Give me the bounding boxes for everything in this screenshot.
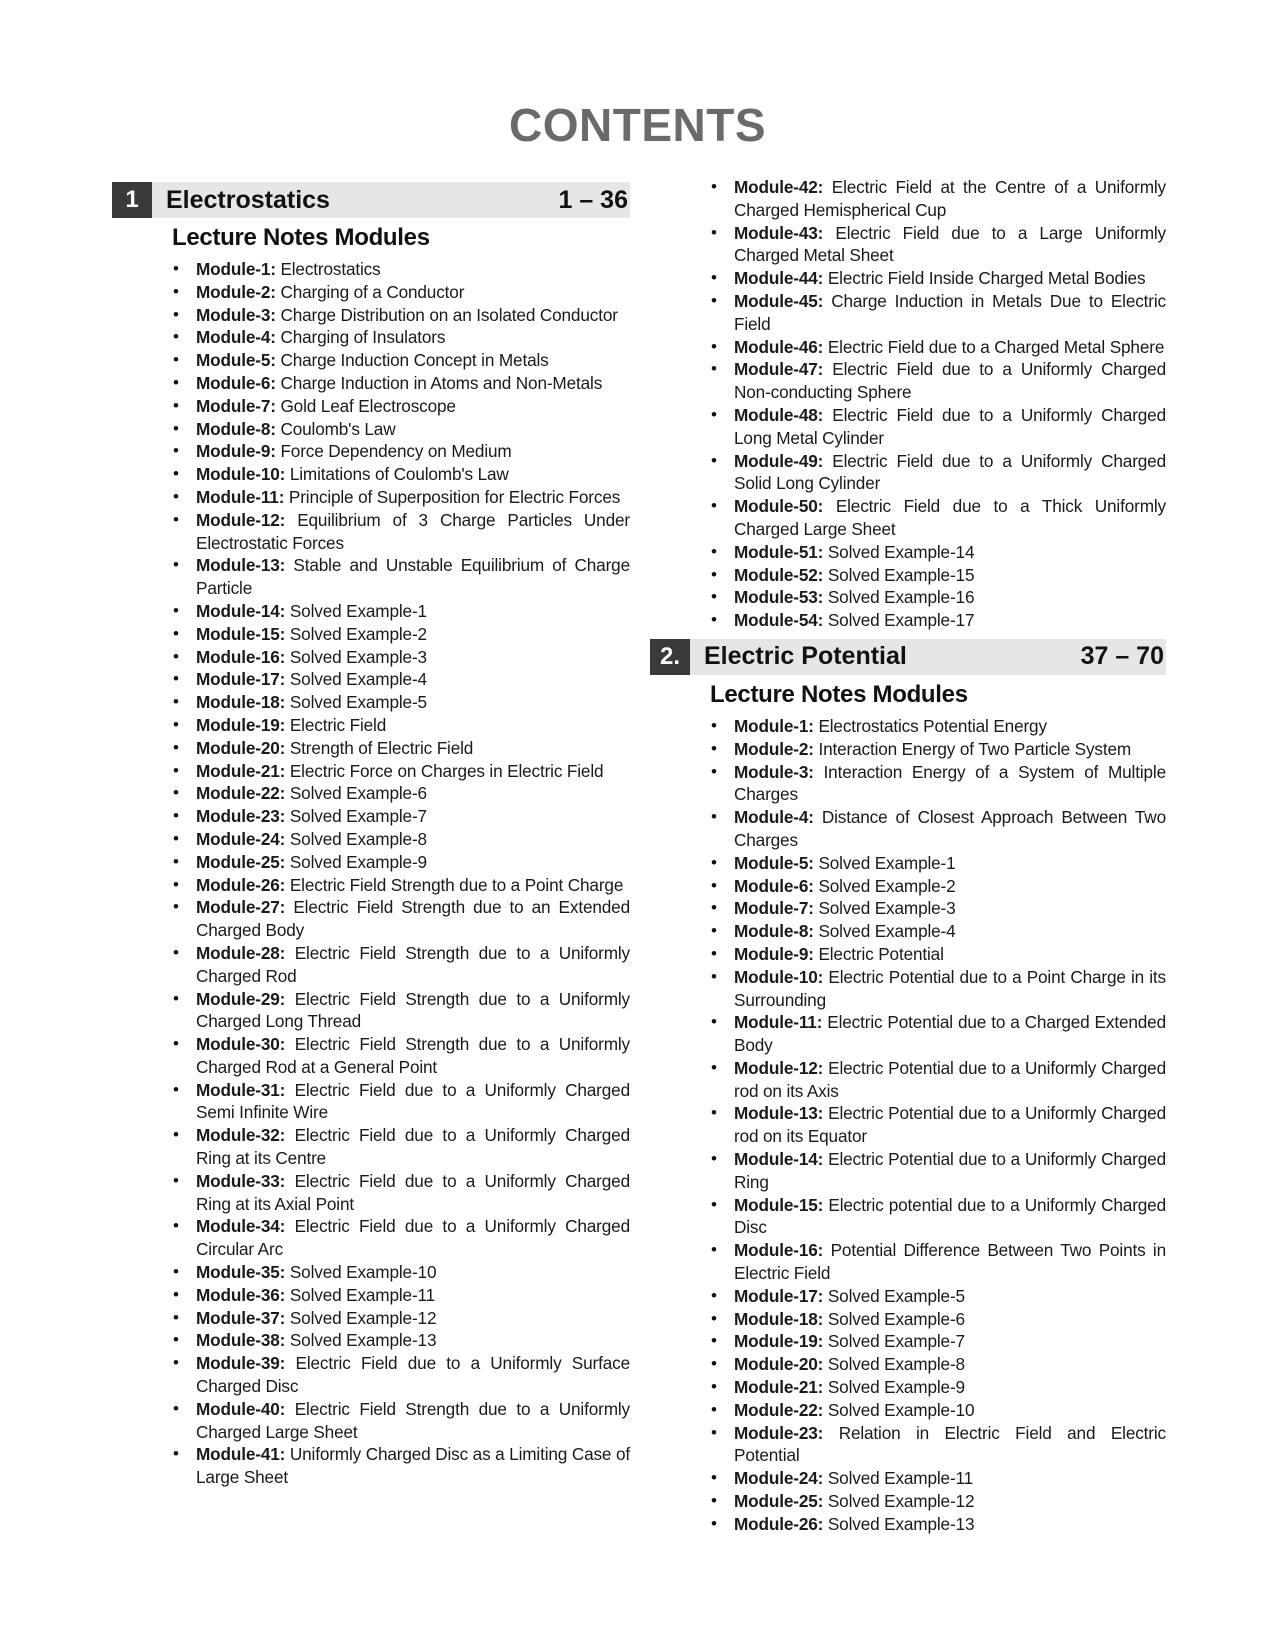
module-label: Module-17: (196, 669, 286, 690)
module-label: Module-28: (196, 942, 286, 963)
module-label: Module-49: (734, 450, 824, 471)
module-label: Module-19: (734, 1331, 824, 1352)
module-label: Module-25: (196, 851, 286, 872)
chapter-2-pages: 37 – 70 (1080, 642, 1164, 671)
module-title: Electric Potential due to a Charged Extended Body (734, 1012, 1166, 1056)
module-item[interactable] (196, 372, 630, 395)
module-label: Module-14: (734, 1149, 824, 1170)
module-title: Electric Potential due to a Point Charge in its Surrounding (734, 966, 1166, 1010)
module-title: Solved Example-9 (289, 851, 427, 872)
module-title: Solved Example-7 (827, 1331, 965, 1352)
module-title: Electrostatics Potential Energy (818, 715, 1047, 736)
module-title: Coulomb's Law (280, 418, 396, 439)
module-title: Solved Example-12 (827, 1491, 975, 1512)
module-title: Solved Example-7 (289, 806, 427, 827)
module-label: Module-10: (196, 464, 286, 485)
module-item[interactable] (196, 1443, 630, 1489)
module-item[interactable] (196, 851, 630, 874)
module-label: Module-35: (196, 1262, 286, 1283)
module-label: Module-51: (734, 541, 824, 562)
right-column (650, 176, 1166, 1536)
module-item[interactable] (196, 418, 630, 441)
module-title: Solved Example-8 (827, 1354, 965, 1375)
module-label: Module-22: (734, 1399, 824, 1420)
module-label: Module-15: (196, 623, 286, 644)
module-item[interactable] (196, 1352, 630, 1398)
module-title: Electric Field Inside Charged Metal Bodies (827, 268, 1146, 289)
module-label: Module-1: (196, 259, 276, 279)
module-label: Module-23: (734, 1422, 824, 1443)
module-item[interactable] (196, 1329, 630, 1352)
module-title: Solved Example-16 (827, 587, 975, 608)
module-title: Solved Example-13 (827, 1513, 975, 1534)
chapter-1-pages: 1 – 36 (558, 185, 628, 214)
module-item[interactable] (196, 760, 630, 783)
module-label: Module-4: (734, 807, 814, 828)
module-title: Equilibrium of 3 Charge Particles Under Electrostatic Forces (196, 509, 630, 553)
module-label: Module-22: (196, 783, 286, 804)
module-title: Electric Field due to a Uniformly Charged Semi Infinite Wire (196, 1079, 630, 1123)
module-item[interactable] (734, 1102, 1166, 1148)
module-title: Electric Potential due to a Uniformly Charged rod on its Equator (734, 1103, 1166, 1147)
module-title: Electric Potential due to a Uniformly Charged Ring (734, 1149, 1166, 1192)
module-title: Electric Field due to a Uniformly Charged Ring at its Axial Point (196, 1170, 630, 1214)
module-item[interactable] (734, 1285, 1166, 1308)
module-label: Module-18: (196, 692, 286, 713)
module-item[interactable] (734, 541, 1166, 564)
module-item[interactable] (196, 304, 630, 327)
module-label: Module-16: (196, 646, 286, 667)
module-item[interactable] (734, 1194, 1166, 1240)
module-label: Module-47: (734, 359, 824, 380)
module-title: Electric Field Strength due to a Uniformly Charged Long Thread (196, 988, 630, 1032)
module-item[interactable] (196, 1124, 630, 1170)
module-item[interactable] (734, 586, 1166, 609)
module-item[interactable] (196, 668, 630, 691)
module-item[interactable] (734, 609, 1166, 632)
module-item[interactable] (196, 1170, 630, 1216)
module-label: Module-40: (196, 1398, 286, 1419)
module-label: Module-25: (734, 1491, 824, 1512)
module-title: Potential Difference Between Two Points in Electric Field (734, 1240, 1166, 1284)
module-title: Solved Example-3 (818, 898, 956, 919)
module-title: Strength of Electric Field (289, 737, 474, 758)
module-title: Solved Example-1 (818, 852, 956, 873)
module-label: Module-6: (196, 372, 276, 393)
module-item[interactable] (734, 920, 1166, 943)
module-label: Module-4: (196, 327, 276, 348)
module-item[interactable] (196, 600, 630, 623)
module-title: Uniformly Charged Disc as a Limiting Case of Large Sheet (196, 1444, 631, 1488)
chapter-1-header[interactable] (112, 182, 630, 218)
module-item[interactable] (196, 463, 630, 486)
module-item[interactable] (734, 358, 1166, 404)
module-label: Module-24: (734, 1468, 824, 1489)
module-label: Module-17: (734, 1285, 824, 1306)
module-item[interactable] (196, 440, 630, 463)
module-label: Module-8: (734, 921, 814, 942)
module-label: Module-23: (196, 806, 286, 827)
module-label: Module-8: (196, 418, 276, 439)
module-item[interactable] (196, 1284, 630, 1307)
module-item[interactable] (734, 715, 1166, 738)
module-label: Module-10: (734, 966, 824, 987)
module-label: Module-3: (734, 761, 814, 782)
module-title: Charging of Insulators (280, 327, 446, 348)
module-label: Module-9: (196, 441, 276, 462)
module-title: Electric Field due to a Charged Metal Sphere (827, 336, 1165, 357)
chapter-1-module-list (112, 258, 630, 1489)
module-item[interactable] (734, 1330, 1166, 1353)
module-item[interactable] (196, 805, 630, 828)
module-label: Module-26: (734, 1513, 824, 1534)
module-label: Module-5: (734, 852, 814, 873)
module-item[interactable] (196, 326, 630, 349)
module-item[interactable] (734, 1308, 1166, 1331)
module-item[interactable] (734, 897, 1166, 920)
module-label: Module-33: (196, 1170, 286, 1191)
module-item[interactable] (196, 486, 630, 509)
module-title: Charge Distribution on an Isolated Conductor (280, 304, 618, 325)
module-item[interactable] (734, 1353, 1166, 1376)
module-title: Electrostatics (280, 259, 381, 279)
module-item[interactable] (734, 176, 1166, 222)
module-item[interactable] (196, 1079, 630, 1125)
module-item[interactable] (196, 896, 630, 942)
module-label: Module-12: (196, 509, 286, 530)
module-item[interactable] (196, 509, 630, 555)
chapter-2-section-heading: Lecture Notes Modules (710, 680, 968, 708)
module-title: Charge Induction in Atoms and Non-Metals (280, 372, 603, 393)
module-item[interactable] (196, 1307, 630, 1330)
module-label: Module-19: (196, 714, 286, 735)
module-label: Module-13: (734, 1103, 824, 1124)
module-label: Module-12: (734, 1057, 824, 1078)
module-label: Module-20: (734, 1354, 824, 1375)
module-title: Charging of a Conductor (280, 281, 465, 302)
chapter-1-section-heading: Lecture Notes Modules (172, 224, 430, 251)
module-title: Charge Induction Concept in Metals (280, 350, 549, 371)
module-title: Electric Field at the Centre of a Uniformly Charged Hemispherical Cup (734, 177, 1166, 220)
module-label: Module-52: (734, 564, 824, 585)
module-item[interactable] (196, 349, 630, 372)
module-label: Module-38: (196, 1330, 286, 1351)
module-label: Module-53: (734, 587, 824, 608)
module-title: Relation in Electric Field and Electric Potential (734, 1422, 1166, 1466)
module-item[interactable] (734, 564, 1166, 587)
module-label: Module-1: (734, 715, 814, 736)
chapter-2-module-list (650, 715, 1166, 1536)
left-column (112, 182, 630, 1489)
module-item[interactable] (734, 1399, 1166, 1422)
module-title: Electric Field Strength due to a Point Charge (289, 874, 624, 895)
module-title: Limitations of Coulomb's Law (289, 464, 509, 485)
module-label: Module-45: (734, 290, 824, 311)
module-label: Module-27: (196, 897, 286, 918)
module-title: Solved Example-1 (289, 600, 427, 621)
module-title: Principle of Superposition for Electric Forces (288, 486, 621, 507)
module-label: Module-29: (196, 988, 286, 1009)
module-item[interactable] (196, 258, 630, 281)
module-title: Electric Field due to a Uniformly Charged Ring at its Centre (196, 1125, 630, 1169)
module-item[interactable] (196, 737, 630, 760)
module-label: Module-20: (196, 737, 286, 758)
module-label: Module-3: (196, 304, 276, 325)
module-label: Module-14: (196, 600, 286, 621)
chapter-2-title: Electric Potential (704, 642, 907, 671)
module-title: Solved Example-5 (827, 1285, 965, 1306)
module-item[interactable] (196, 691, 630, 714)
module-label: Module-50: (734, 496, 824, 517)
chapter-2-header[interactable] (650, 639, 1166, 675)
module-label: Module-2: (734, 738, 814, 759)
module-label: Module-48: (734, 404, 824, 425)
module-item[interactable] (196, 988, 630, 1034)
module-label: Module-24: (196, 828, 286, 849)
module-title: Electric Field Strength due to a Uniformly Charged Rod at a General Point (196, 1034, 630, 1077)
module-title: Solved Example-12 (289, 1307, 437, 1328)
module-label: Module-7: (734, 898, 814, 919)
chapter-1-title: Electrostatics (166, 185, 330, 214)
module-title: Solved Example-13 (289, 1330, 437, 1351)
module-label: Module-9: (734, 943, 814, 964)
module-label: Module-44: (734, 268, 824, 289)
module-item[interactable] (734, 495, 1166, 541)
module-title: Interaction Energy of Two Particle System (818, 738, 1132, 759)
module-item[interactable] (196, 646, 630, 669)
module-item[interactable] (734, 1467, 1166, 1490)
module-title: Solved Example-8 (289, 828, 427, 849)
module-label: Module-34: (196, 1216, 286, 1237)
module-title: Electric Field (289, 714, 387, 735)
module-item[interactable] (734, 336, 1166, 359)
module-title: Electric Force on Charges in Electric Field (289, 760, 604, 781)
module-item[interactable] (734, 852, 1166, 875)
chapter-1-number: 1 (112, 182, 152, 218)
module-title: Electric Field due to a Uniformly Surface Charged Disc (196, 1353, 630, 1397)
module-item[interactable] (196, 1215, 630, 1261)
module-label: Module-11: (196, 486, 285, 507)
module-title: Gold Leaf Electroscope (280, 395, 456, 416)
module-title: Electric Field due to a Uniformly Charged Long Metal Cylinder (734, 404, 1166, 448)
module-item[interactable] (734, 875, 1166, 898)
module-label: Module-42: (734, 177, 824, 197)
module-item[interactable] (196, 1033, 630, 1079)
module-label: Module-37: (196, 1307, 286, 1328)
module-item[interactable] (196, 623, 630, 646)
module-item[interactable] (734, 738, 1166, 761)
module-label: Module-16: (734, 1240, 824, 1261)
module-label: Module-13: (196, 555, 286, 576)
module-item[interactable] (196, 942, 630, 988)
module-label: Module-31: (196, 1079, 286, 1100)
module-item[interactable] (734, 1513, 1166, 1536)
page-title: CONTENTS (509, 99, 766, 151)
module-title: Electric Field due to a Uniformly Charged Non-conducting Sphere (734, 359, 1166, 403)
module-title: Solved Example-4 (289, 669, 427, 690)
module-item[interactable] (734, 1057, 1166, 1103)
module-title: Electric Field Strength due to a Uniformly Charged Large Sheet (196, 1398, 630, 1442)
module-item[interactable] (734, 1490, 1166, 1513)
module-item[interactable] (734, 1422, 1166, 1468)
module-label: Module-18: (734, 1308, 824, 1329)
module-label: Module-32: (196, 1125, 286, 1146)
module-title: Electric Field due to a Thick Uniformly Charged Large Sheet (734, 496, 1166, 539)
module-title: Charge Induction in Metals Due to Electric Field (734, 290, 1166, 334)
module-title: Electric Field Strength due to a Uniformly Charged Rod (196, 942, 630, 986)
module-title: Solved Example-3 (289, 646, 427, 667)
module-label: Module-7: (196, 395, 276, 416)
module-item[interactable] (734, 290, 1166, 336)
module-item[interactable] (196, 395, 630, 418)
module-item[interactable] (734, 222, 1166, 268)
module-label: Module-26: (196, 874, 286, 895)
module-item[interactable] (196, 281, 630, 304)
module-title: Solved Example-6 (289, 783, 427, 804)
module-title: Solved Example-11 (289, 1284, 436, 1305)
module-title: Solved Example-11 (827, 1468, 974, 1489)
module-item[interactable] (734, 267, 1166, 290)
module-label: Module-21: (734, 1377, 824, 1398)
module-item[interactable] (734, 1376, 1166, 1399)
module-item[interactable] (734, 1239, 1166, 1285)
module-label: Module-43: (734, 222, 824, 243)
module-title: Electric Field Strength due to an Extended Charged Body (196, 897, 630, 941)
module-item[interactable] (734, 1148, 1166, 1194)
module-title: Interaction Energy of a System of Multiple Charges (734, 761, 1166, 805)
chapter-2-number: 2. (650, 639, 690, 675)
module-label: Module-11: (734, 1012, 823, 1033)
module-title: Solved Example-10 (289, 1262, 437, 1283)
module-title: Electric Field due to a Uniformly Charged Solid Long Cylinder (734, 450, 1166, 494)
module-title: Electric potential due to a Uniformly Charged Disc (734, 1194, 1166, 1238)
module-item[interactable] (196, 782, 630, 805)
module-title: Force Dependency on Medium (280, 441, 512, 462)
module-item[interactable] (196, 828, 630, 851)
module-item[interactable] (734, 761, 1166, 807)
module-item[interactable] (196, 874, 630, 897)
module-item[interactable] (734, 1011, 1166, 1057)
module-label: Module-15: (734, 1194, 824, 1215)
module-title: Solved Example-10 (827, 1399, 975, 1420)
module-label: Module-39: (196, 1353, 286, 1374)
module-title: Electric Potential due to a Uniformly Charged rod on its Axis (734, 1057, 1166, 1101)
module-title: Solved Example-15 (827, 564, 975, 585)
module-title: Solved Example-9 (827, 1377, 965, 1398)
module-title: Solved Example-14 (827, 541, 975, 562)
module-item[interactable] (196, 714, 630, 737)
module-title: Solved Example-6 (827, 1308, 965, 1329)
module-item[interactable] (196, 1398, 630, 1444)
module-label: Module-46: (734, 336, 824, 357)
module-label: Module-30: (196, 1034, 286, 1055)
module-label: Module-54: (734, 610, 824, 631)
module-label: Module-41: (196, 1444, 286, 1465)
module-title: Stable and Unstable Equilibrium of Charge Particle (196, 555, 630, 599)
module-title: Electric Field due to a Large Uniformly Charged Metal Sheet (734, 222, 1166, 266)
module-item[interactable] (734, 450, 1166, 496)
module-title: Electric Field due to a Uniformly Charged Circular Arc (196, 1216, 630, 1260)
module-title: Solved Example-2 (818, 875, 956, 896)
module-item[interactable] (196, 554, 630, 600)
module-title: Solved Example-17 (827, 610, 975, 631)
module-title: Solved Example-5 (289, 692, 427, 713)
module-item[interactable] (734, 943, 1166, 966)
module-label: Module-21: (196, 760, 286, 781)
module-title: Distance of Closest Approach Between Two Charges (734, 807, 1166, 850)
module-label: Module-6: (734, 875, 814, 896)
module-item[interactable] (734, 404, 1166, 450)
module-label: Module-5: (196, 350, 276, 371)
module-label: Module-36: (196, 1284, 286, 1305)
module-item[interactable] (734, 806, 1166, 852)
module-title: Solved Example-4 (818, 921, 956, 942)
chapter-1-module-list-continued (650, 176, 1166, 632)
module-item[interactable] (734, 966, 1166, 1012)
module-label: Module-2: (196, 281, 276, 302)
module-item[interactable] (196, 1261, 630, 1284)
module-title: Electric Potential (818, 943, 944, 964)
module-title: Solved Example-2 (289, 623, 427, 644)
